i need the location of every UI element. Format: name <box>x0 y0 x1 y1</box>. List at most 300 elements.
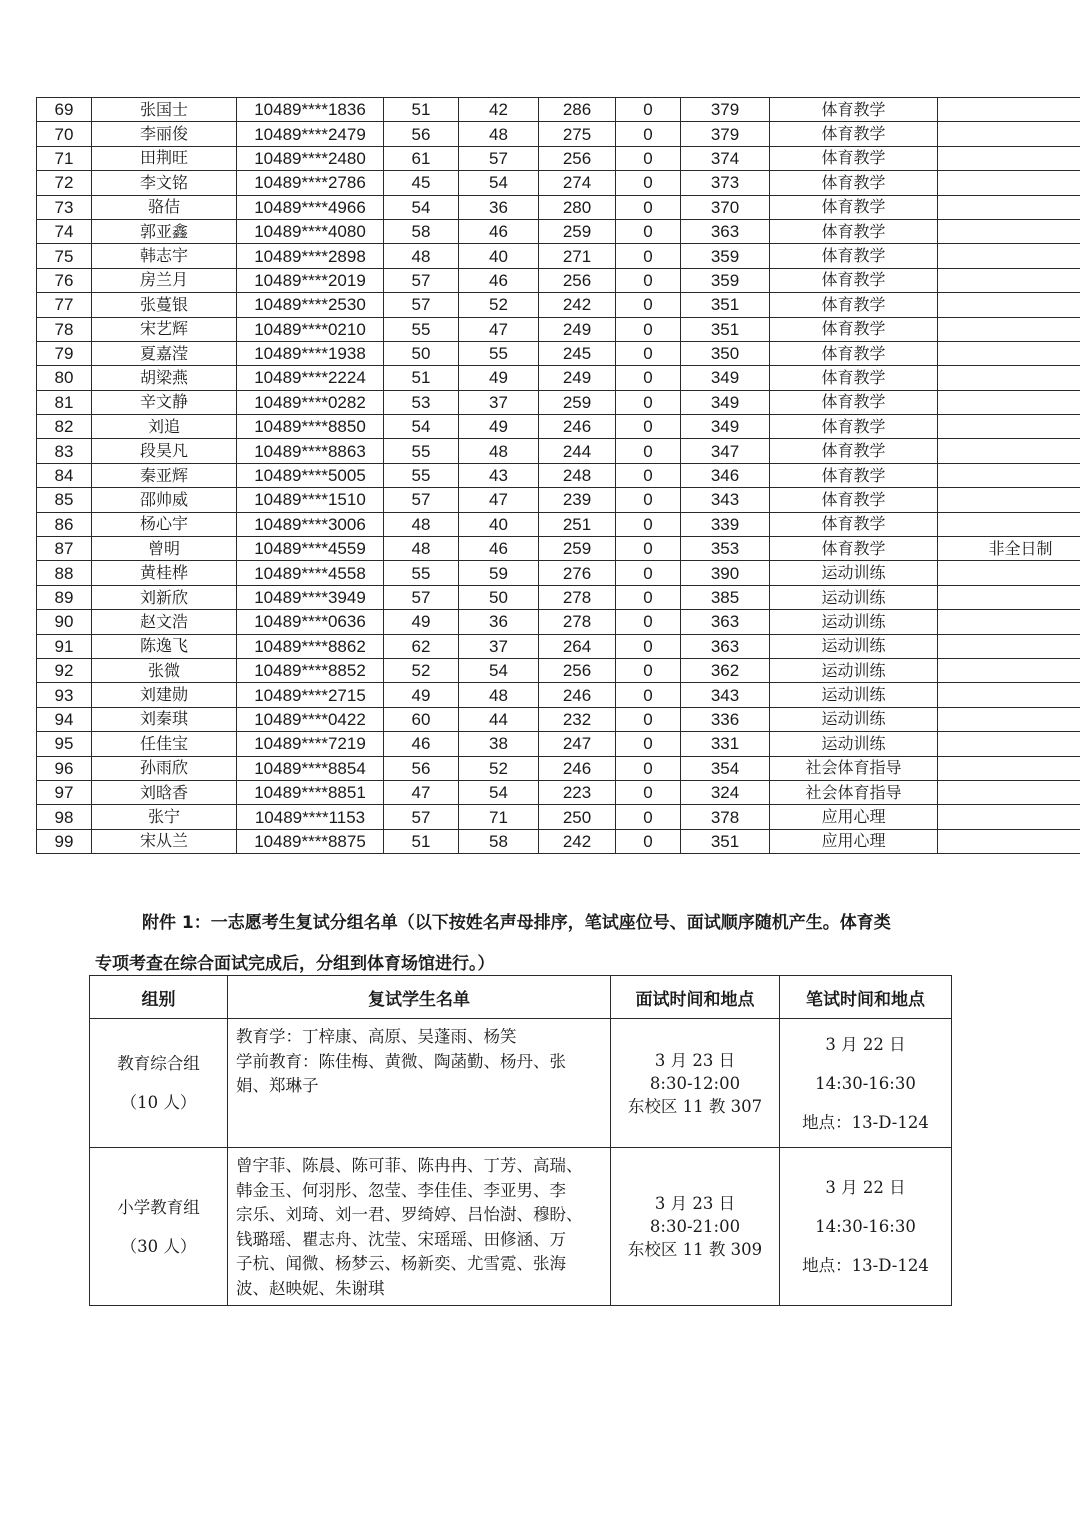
score-4-cell: 0 <box>616 537 681 561</box>
note-cell <box>938 756 1080 780</box>
score-1-cell: 50 <box>384 341 459 365</box>
member-line: 教育学：丁梓康、高原、吴蓬雨、杨笑 <box>236 1027 517 1046</box>
total-score-cell: 351 <box>681 293 770 317</box>
score-2-cell: 47 <box>459 317 539 341</box>
score-3-cell: 256 <box>539 268 616 292</box>
score-2-cell: 48 <box>459 439 539 463</box>
row-number-cell: 98 <box>37 805 92 829</box>
score-3-cell: 232 <box>539 707 616 731</box>
major-cell: 运动训练 <box>770 683 938 707</box>
major-cell: 体育教学 <box>770 171 938 195</box>
exam-id-cell: 10489****4966 <box>237 195 384 219</box>
major-cell: 体育教学 <box>770 439 938 463</box>
score-row <box>37 829 1080 853</box>
score-3-cell: 244 <box>539 439 616 463</box>
major-cell: 体育教学 <box>770 219 938 243</box>
note-cell <box>938 658 1080 682</box>
exam-id-cell: 10489****8875 <box>237 829 384 853</box>
score-4-cell: 0 <box>616 219 681 243</box>
major-cell: 运动训练 <box>770 585 938 609</box>
row-number-cell: 82 <box>37 415 92 439</box>
total-score-cell: 359 <box>681 244 770 268</box>
written-cell <box>780 1148 952 1306</box>
row-number-cell: 99 <box>37 829 92 853</box>
score-1-cell: 46 <box>384 732 459 756</box>
total-score-cell: 350 <box>681 341 770 365</box>
score-1-cell: 48 <box>384 244 459 268</box>
score-2-cell: 50 <box>459 585 539 609</box>
exam-id-cell: 10489****8854 <box>237 756 384 780</box>
score-4-cell: 0 <box>616 317 681 341</box>
exam-id-cell: 10489****0282 <box>237 390 384 414</box>
row-number-cell: 75 <box>37 244 92 268</box>
interview-cell <box>611 1019 780 1148</box>
score-4-cell: 0 <box>616 268 681 292</box>
note-cell <box>938 439 1080 463</box>
group-name: 教育综合组 <box>117 1054 200 1073</box>
major-cell: 体育教学 <box>770 122 938 146</box>
score-row <box>37 463 1080 487</box>
written-cell <box>780 1019 952 1148</box>
major-cell: 体育教学 <box>770 146 938 170</box>
exam-id-cell: 10489****5005 <box>237 463 384 487</box>
score-row <box>37 439 1080 463</box>
member-line: 曾宇菲、陈晨、陈可菲、陈冉冉、丁芳、高瑞、 <box>236 1156 583 1175</box>
score-row <box>37 390 1080 414</box>
score-2-cell: 55 <box>459 341 539 365</box>
student-name-cell: 曾明 <box>92 537 237 561</box>
student-name-cell: 房兰月 <box>92 268 237 292</box>
major-cell: 体育教学 <box>770 317 938 341</box>
score-row <box>37 341 1080 365</box>
student-name-cell: 刘建勋 <box>92 683 237 707</box>
score-2-cell: 36 <box>459 610 539 634</box>
student-name-cell: 李文铭 <box>92 171 237 195</box>
score-1-cell: 51 <box>384 98 459 122</box>
score-3-cell: 250 <box>539 805 616 829</box>
score-2-cell: 42 <box>459 98 539 122</box>
score-4-cell: 0 <box>616 488 681 512</box>
score-row <box>37 122 1080 146</box>
student-name-cell: 郭亚鑫 <box>92 219 237 243</box>
score-3-cell: 249 <box>539 317 616 341</box>
exam-id-cell: 10489****1938 <box>237 341 384 365</box>
score-row <box>37 415 1080 439</box>
score-1-cell: 60 <box>384 707 459 731</box>
row-number-cell: 93 <box>37 683 92 707</box>
total-score-cell: 351 <box>681 829 770 853</box>
score-3-cell: 247 <box>539 732 616 756</box>
score-4-cell: 0 <box>616 756 681 780</box>
score-row <box>37 512 1080 536</box>
exam-id-cell: 10489****1510 <box>237 488 384 512</box>
score-2-cell: 37 <box>459 390 539 414</box>
score-2-cell: 52 <box>459 293 539 317</box>
total-score-cell: 374 <box>681 146 770 170</box>
score-1-cell: 56 <box>384 756 459 780</box>
total-score-cell: 370 <box>681 195 770 219</box>
group-table <box>89 975 952 1306</box>
score-2-cell: 43 <box>459 463 539 487</box>
exam-id-cell: 10489****3949 <box>237 585 384 609</box>
row-number-cell: 91 <box>37 634 92 658</box>
note-cell <box>938 415 1080 439</box>
note-cell <box>938 268 1080 292</box>
score-1-cell: 48 <box>384 537 459 561</box>
exam-id-cell: 10489****4080 <box>237 219 384 243</box>
score-3-cell: 242 <box>539 829 616 853</box>
group-table-header <box>90 976 952 1019</box>
group-row <box>90 1148 952 1306</box>
exam-id-cell: 10489****3006 <box>237 512 384 536</box>
note-cell <box>938 463 1080 487</box>
note-cell <box>938 317 1080 341</box>
score-row <box>37 488 1080 512</box>
score-1-cell: 57 <box>384 805 459 829</box>
score-4-cell: 0 <box>616 829 681 853</box>
interview-time: 8:30-21:00 <box>649 1217 741 1236</box>
score-row <box>37 610 1080 634</box>
score-1-cell: 47 <box>384 780 459 804</box>
row-number-cell: 69 <box>37 98 92 122</box>
member-line: 娟、郑琳子 <box>236 1076 319 1095</box>
major-cell: 体育教学 <box>770 293 938 317</box>
total-score-cell: 385 <box>681 585 770 609</box>
row-number-cell: 76 <box>37 268 92 292</box>
score-4-cell: 0 <box>616 805 681 829</box>
score-1-cell: 61 <box>384 146 459 170</box>
row-number-cell: 87 <box>37 537 92 561</box>
exam-id-cell: 10489****4559 <box>237 537 384 561</box>
row-number-cell: 73 <box>37 195 92 219</box>
student-name-cell: 刘追 <box>92 415 237 439</box>
total-score-cell: 363 <box>681 610 770 634</box>
total-score-cell: 351 <box>681 317 770 341</box>
note-cell <box>938 512 1080 536</box>
header-group: 组别 <box>90 976 228 1019</box>
score-row <box>37 707 1080 731</box>
score-2-cell: 52 <box>459 756 539 780</box>
score-3-cell: 259 <box>539 219 616 243</box>
score-2-cell: 57 <box>459 146 539 170</box>
score-row <box>37 317 1080 341</box>
note-cell <box>938 122 1080 146</box>
group-count: （30 人） <box>120 1236 197 1256</box>
student-name-cell: 孙雨欣 <box>92 756 237 780</box>
score-4-cell: 0 <box>616 780 681 804</box>
score-row <box>37 805 1080 829</box>
score-row <box>37 634 1080 658</box>
major-cell: 运动训练 <box>770 634 938 658</box>
exam-id-cell: 10489****0210 <box>237 317 384 341</box>
total-score-cell: 331 <box>681 732 770 756</box>
note-cell <box>938 488 1080 512</box>
score-2-cell: 46 <box>459 537 539 561</box>
attachment-heading-line2: 专项考查在综合面试完成后，分组到体育场馆进行。） <box>95 954 495 974</box>
score-1-cell: 54 <box>384 415 459 439</box>
score-3-cell: 246 <box>539 756 616 780</box>
total-score-cell: 347 <box>681 439 770 463</box>
row-number-cell: 89 <box>37 585 92 609</box>
student-name-cell: 宋艺辉 <box>92 317 237 341</box>
score-2-cell: 48 <box>459 122 539 146</box>
score-2-cell: 59 <box>459 561 539 585</box>
score-4-cell: 0 <box>616 195 681 219</box>
total-score-cell: 343 <box>681 683 770 707</box>
score-1-cell: 57 <box>384 293 459 317</box>
exam-id-cell: 10489****2898 <box>237 244 384 268</box>
exam-id-cell: 10489****2019 <box>237 268 384 292</box>
total-score-cell: 349 <box>681 390 770 414</box>
exam-id-cell: 10489****1836 <box>237 98 384 122</box>
score-row <box>37 756 1080 780</box>
score-1-cell: 53 <box>384 390 459 414</box>
total-score-cell: 354 <box>681 756 770 780</box>
total-score-cell: 324 <box>681 780 770 804</box>
score-3-cell: 286 <box>539 98 616 122</box>
score-3-cell: 242 <box>539 293 616 317</box>
row-number-cell: 81 <box>37 390 92 414</box>
score-row <box>37 171 1080 195</box>
total-score-cell: 390 <box>681 561 770 585</box>
student-name-cell: 黄桂桦 <box>92 561 237 585</box>
score-2-cell: 48 <box>459 683 539 707</box>
student-name-cell: 刘秦琪 <box>92 707 237 731</box>
score-4-cell: 0 <box>616 244 681 268</box>
header-members: 复试学生名单 <box>228 976 611 1019</box>
score-2-cell: 54 <box>459 658 539 682</box>
score-1-cell: 62 <box>384 634 459 658</box>
row-number-cell: 88 <box>37 561 92 585</box>
score-4-cell: 0 <box>616 610 681 634</box>
written-place: 地点：13-D-124 <box>802 1256 929 1275</box>
note-cell <box>938 683 1080 707</box>
note-cell <box>938 98 1080 122</box>
note-cell <box>938 780 1080 804</box>
score-4-cell: 0 <box>616 366 681 390</box>
score-3-cell: 274 <box>539 171 616 195</box>
score-row <box>37 537 1080 561</box>
note-cell <box>938 732 1080 756</box>
score-1-cell: 51 <box>384 366 459 390</box>
group-members-cell <box>228 1019 611 1148</box>
score-4-cell: 0 <box>616 390 681 414</box>
score-row <box>37 146 1080 170</box>
score-3-cell: 276 <box>539 561 616 585</box>
student-name-cell: 李丽俊 <box>92 122 237 146</box>
row-number-cell: 79 <box>37 341 92 365</box>
score-2-cell: 49 <box>459 415 539 439</box>
student-name-cell: 刘晗香 <box>92 780 237 804</box>
group-members-cell <box>228 1148 611 1306</box>
score-4-cell: 0 <box>616 634 681 658</box>
exam-id-cell: 10489****2786 <box>237 171 384 195</box>
total-score-cell: 349 <box>681 415 770 439</box>
exam-id-cell: 10489****2530 <box>237 293 384 317</box>
row-number-cell: 90 <box>37 610 92 634</box>
score-3-cell: 275 <box>539 122 616 146</box>
score-1-cell: 55 <box>384 439 459 463</box>
total-score-cell: 363 <box>681 219 770 243</box>
total-score-cell: 373 <box>681 171 770 195</box>
row-number-cell: 72 <box>37 171 92 195</box>
note-cell <box>938 610 1080 634</box>
major-cell: 体育教学 <box>770 195 938 219</box>
score-1-cell: 58 <box>384 219 459 243</box>
total-score-cell: 379 <box>681 122 770 146</box>
score-4-cell: 0 <box>616 293 681 317</box>
score-3-cell: 278 <box>539 610 616 634</box>
total-score-cell: 346 <box>681 463 770 487</box>
interview-place: 东校区 11 教 307 <box>627 1096 763 1116</box>
major-cell: 运动训练 <box>770 658 938 682</box>
written-date: 3 月 22 日 <box>825 1034 906 1054</box>
score-1-cell: 54 <box>384 195 459 219</box>
row-number-cell: 95 <box>37 732 92 756</box>
exam-id-cell: 10489****8863 <box>237 439 384 463</box>
score-1-cell: 56 <box>384 122 459 146</box>
student-name-cell: 韩志宇 <box>92 244 237 268</box>
note-cell <box>938 707 1080 731</box>
score-table <box>36 97 1080 854</box>
score-3-cell: 223 <box>539 780 616 804</box>
score-4-cell: 0 <box>616 439 681 463</box>
score-2-cell: 46 <box>459 268 539 292</box>
major-cell: 社会体育指导 <box>770 780 938 804</box>
student-name-cell: 赵文浩 <box>92 610 237 634</box>
major-cell: 体育教学 <box>770 415 938 439</box>
score-row <box>37 366 1080 390</box>
major-cell: 社会体育指导 <box>770 756 938 780</box>
score-4-cell: 0 <box>616 146 681 170</box>
score-row <box>37 195 1080 219</box>
score-1-cell: 49 <box>384 683 459 707</box>
member-line: 宗乐、刘琦、刘一君、罗绮婷、吕怡澍、穆盼、 <box>236 1205 583 1224</box>
total-score-cell: 379 <box>681 98 770 122</box>
group-count: （10 人） <box>120 1093 197 1112</box>
score-2-cell: 36 <box>459 195 539 219</box>
score-1-cell: 51 <box>384 829 459 853</box>
score-row <box>37 293 1080 317</box>
exam-id-cell: 10489****4558 <box>237 561 384 585</box>
score-4-cell: 0 <box>616 585 681 609</box>
row-number-cell: 84 <box>37 463 92 487</box>
score-2-cell: 37 <box>459 634 539 658</box>
note-cell <box>938 171 1080 195</box>
score-3-cell: 259 <box>539 390 616 414</box>
student-name-cell: 张蔓银 <box>92 293 237 317</box>
exam-id-cell: 10489****8862 <box>237 634 384 658</box>
score-3-cell: 264 <box>539 634 616 658</box>
student-name-cell: 杨心宇 <box>92 512 237 536</box>
score-row <box>37 780 1080 804</box>
row-number-cell: 92 <box>37 658 92 682</box>
score-2-cell: 71 <box>459 805 539 829</box>
note-cell <box>938 293 1080 317</box>
note-cell <box>938 366 1080 390</box>
score-4-cell: 0 <box>616 98 681 122</box>
score-2-cell: 47 <box>459 488 539 512</box>
student-name-cell: 宋从兰 <box>92 829 237 853</box>
score-2-cell: 38 <box>459 732 539 756</box>
score-2-cell: 49 <box>459 366 539 390</box>
row-number-cell: 83 <box>37 439 92 463</box>
total-score-cell: 349 <box>681 366 770 390</box>
score-2-cell: 40 <box>459 512 539 536</box>
total-score-cell: 363 <box>681 634 770 658</box>
score-4-cell: 0 <box>616 415 681 439</box>
note-cell <box>938 390 1080 414</box>
score-4-cell: 0 <box>616 171 681 195</box>
score-3-cell: 246 <box>539 415 616 439</box>
row-number-cell: 70 <box>37 122 92 146</box>
score-2-cell: 46 <box>459 219 539 243</box>
written-place: 地点：13-D-124 <box>802 1112 929 1132</box>
score-3-cell: 259 <box>539 537 616 561</box>
score-4-cell: 0 <box>616 707 681 731</box>
score-1-cell: 49 <box>384 610 459 634</box>
note-cell <box>938 146 1080 170</box>
score-1-cell: 52 <box>384 658 459 682</box>
student-name-cell: 刘新欣 <box>92 585 237 609</box>
score-2-cell: 58 <box>459 829 539 853</box>
score-3-cell: 249 <box>539 366 616 390</box>
score-4-cell: 0 <box>616 463 681 487</box>
score-4-cell: 0 <box>616 658 681 682</box>
student-name-cell: 张宁 <box>92 805 237 829</box>
exam-id-cell: 10489****2480 <box>237 146 384 170</box>
total-score-cell: 362 <box>681 658 770 682</box>
note-cell <box>938 561 1080 585</box>
total-score-cell: 339 <box>681 512 770 536</box>
note-cell <box>938 585 1080 609</box>
note-cell <box>938 244 1080 268</box>
group-row <box>90 1019 952 1148</box>
score-4-cell: 0 <box>616 512 681 536</box>
row-number-cell: 80 <box>37 366 92 390</box>
exam-id-cell: 10489****1153 <box>237 805 384 829</box>
row-number-cell: 71 <box>37 146 92 170</box>
major-cell: 体育教学 <box>770 244 938 268</box>
score-1-cell: 55 <box>384 463 459 487</box>
score-3-cell: 245 <box>539 341 616 365</box>
major-cell: 运动训练 <box>770 610 938 634</box>
interview-time: 8:30-12:00 <box>649 1073 741 1093</box>
exam-id-cell: 10489****8850 <box>237 415 384 439</box>
exam-id-cell: 10489****2479 <box>237 122 384 146</box>
row-number-cell: 77 <box>37 293 92 317</box>
score-3-cell: 239 <box>539 488 616 512</box>
score-2-cell: 54 <box>459 171 539 195</box>
student-name-cell: 段昊凡 <box>92 439 237 463</box>
score-1-cell: 57 <box>384 585 459 609</box>
note-cell <box>938 805 1080 829</box>
row-number-cell: 85 <box>37 488 92 512</box>
score-1-cell: 55 <box>384 561 459 585</box>
score-2-cell: 54 <box>459 780 539 804</box>
note-cell <box>938 341 1080 365</box>
major-cell: 体育教学 <box>770 463 938 487</box>
score-row <box>37 561 1080 585</box>
score-row <box>37 98 1080 122</box>
score-1-cell: 57 <box>384 268 459 292</box>
major-cell: 体育教学 <box>770 390 938 414</box>
score-row <box>37 219 1080 243</box>
score-row <box>37 268 1080 292</box>
note-cell <box>938 195 1080 219</box>
exam-id-cell: 10489****0636 <box>237 610 384 634</box>
exam-id-cell: 10489****8851 <box>237 780 384 804</box>
